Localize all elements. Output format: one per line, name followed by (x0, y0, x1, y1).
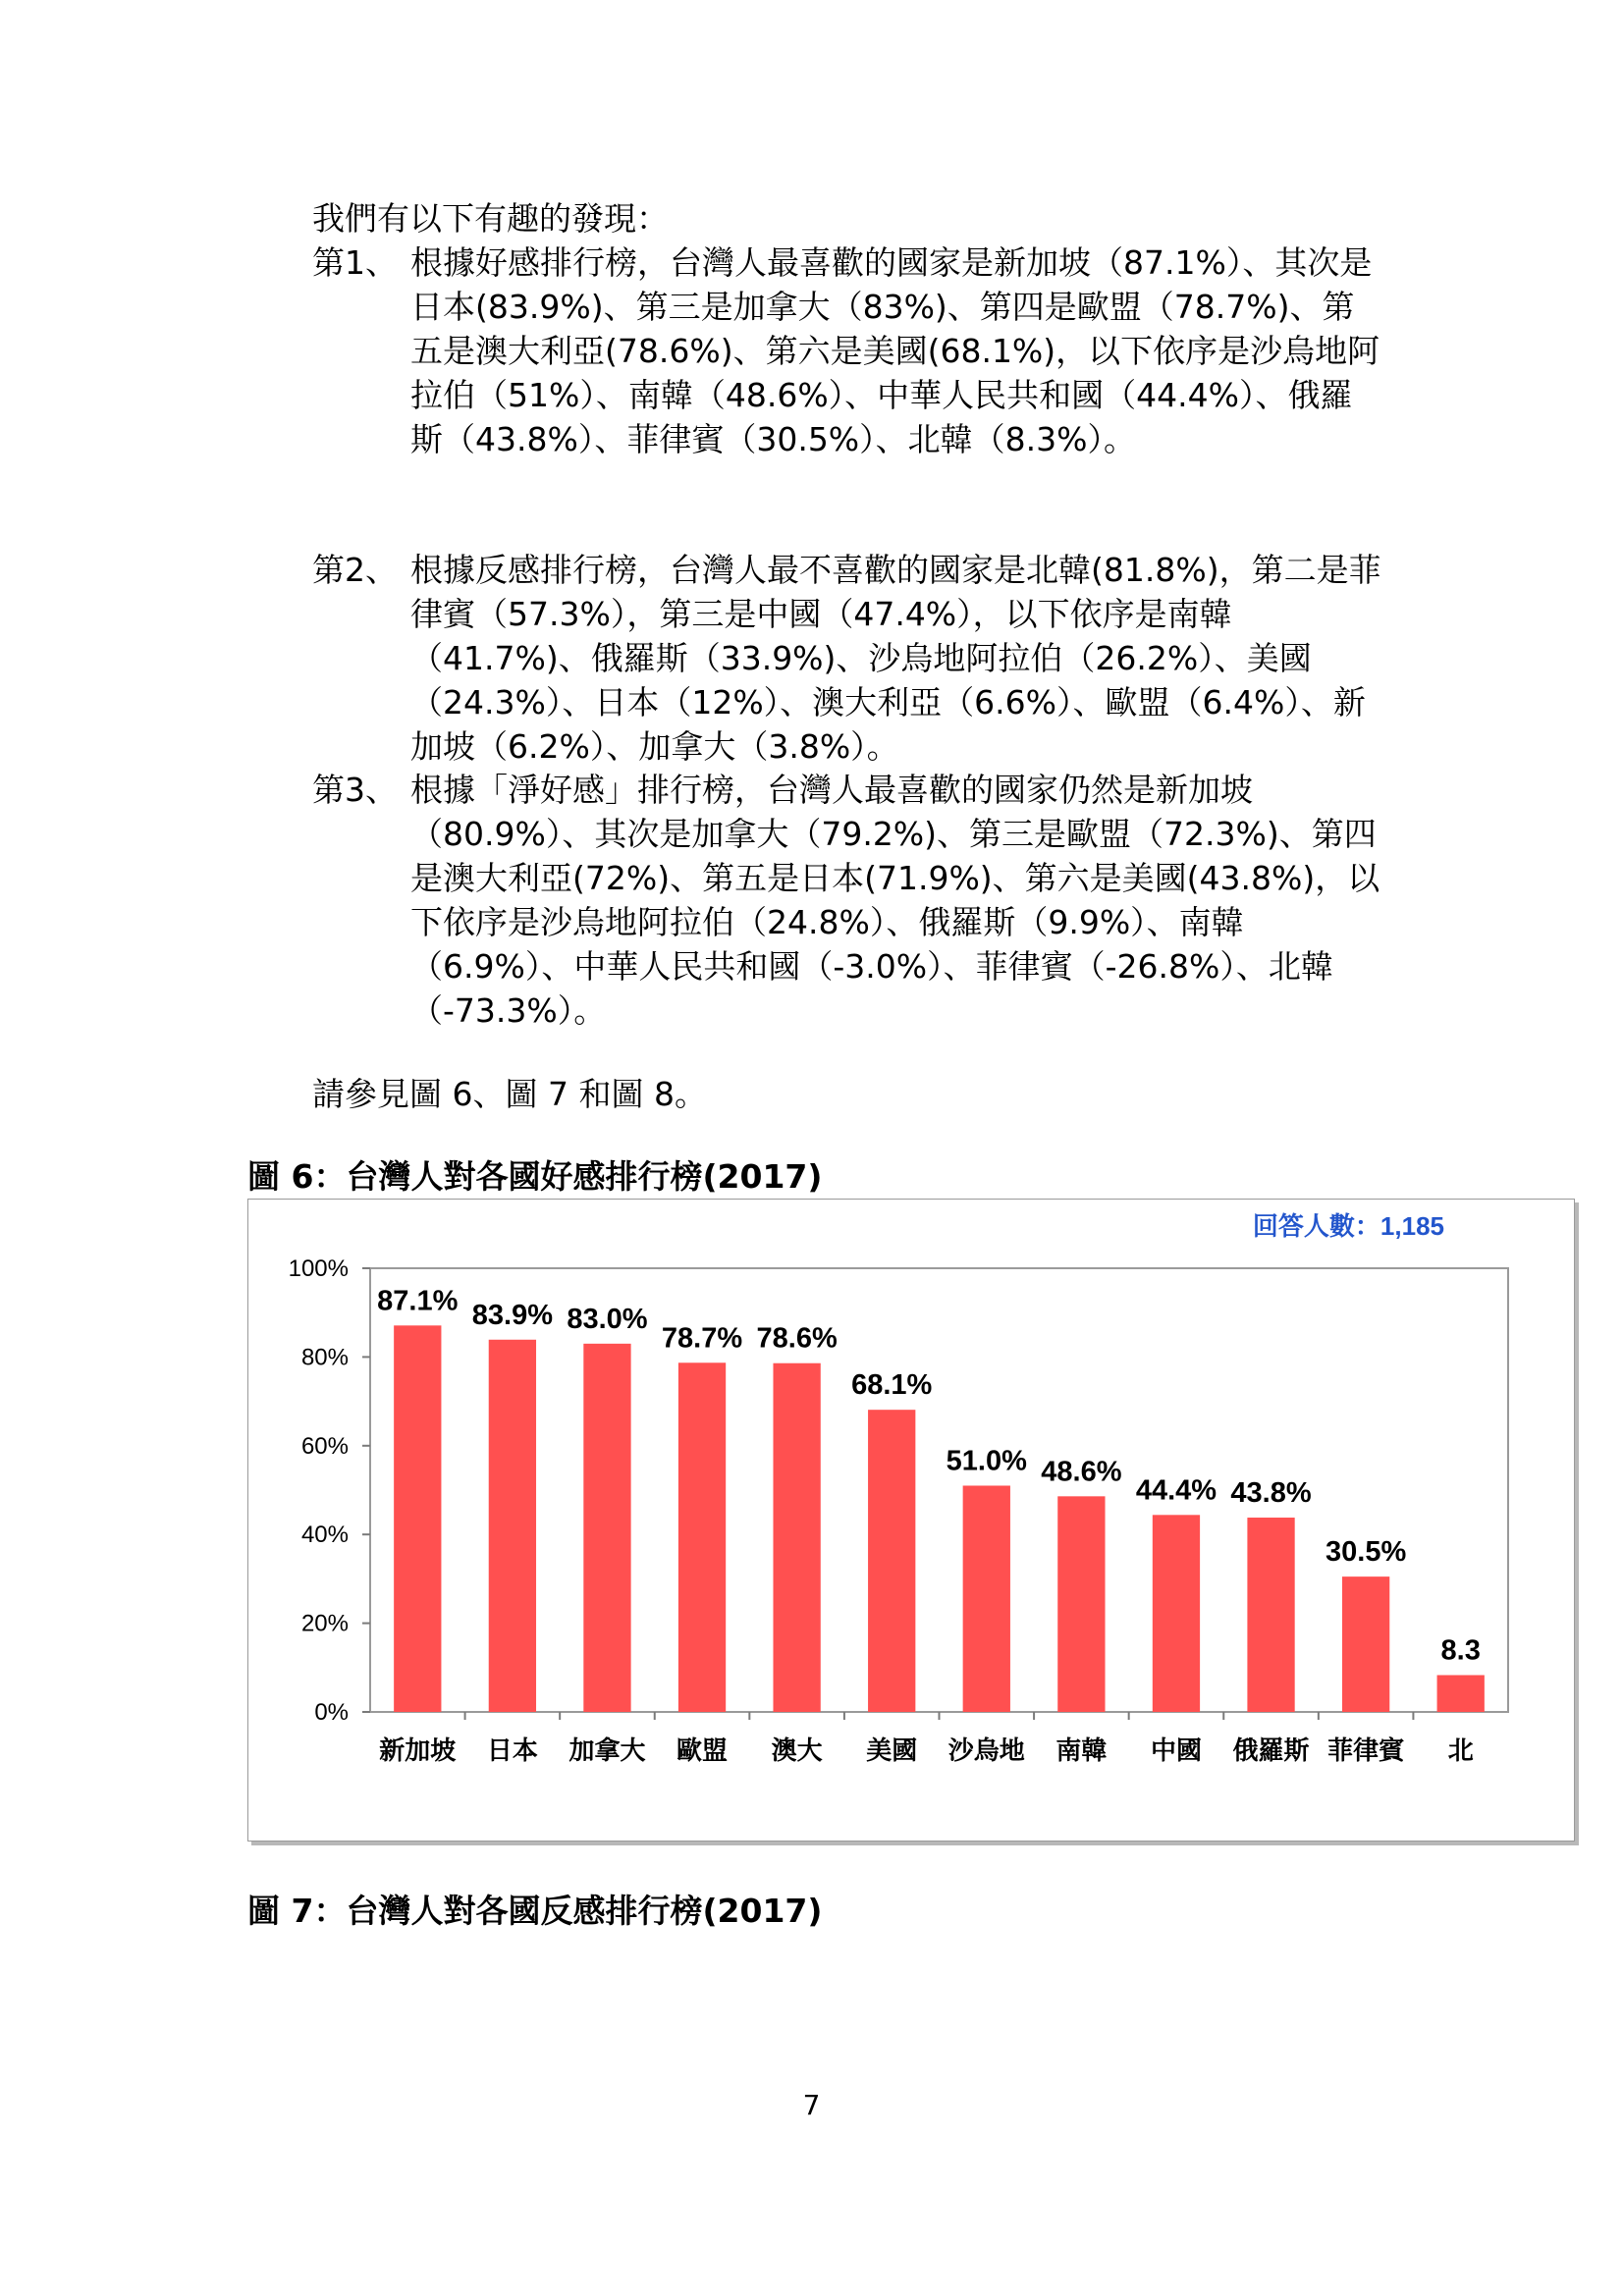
y-tick-label: 60% (300, 1432, 349, 1460)
y-axis (289, 1255, 370, 1726)
finding-text: 根據反感排行榜，台灣人最不喜歡的國家是北韓(81.8%)，第二是菲律賓（57.3%），第三是中國（47.4%），以下依序是南韓（41.7%)、俄羅斯（33.9%)、沙烏地阿拉伯（26.2%）、美國（24.3%）、日本（12%）、澳大利亞（6.6%）、歐盟（6.4%）、新加坡（6.2%）、加拿大（3.8%）。 (410, 551, 1381, 766)
bar-value-label: 78.6% (756, 1322, 838, 1355)
bar (1057, 1496, 1105, 1712)
bar (489, 1340, 536, 1712)
respondents-count: 回答人數：1,185 (1252, 1211, 1444, 1241)
x-category-label: 新加坡 (379, 1736, 457, 1766)
x-category-label: 北 (1447, 1736, 1474, 1766)
bar-value-label: 87.1% (377, 1285, 459, 1317)
x-category-label: 俄羅斯 (1232, 1736, 1310, 1766)
y-tick-label: 40% (300, 1522, 349, 1549)
bar (678, 1362, 726, 1712)
plot-area (370, 1268, 1508, 1712)
bar-value-label: 44.4% (1135, 1474, 1217, 1507)
bar (868, 1410, 915, 1712)
finding-number: 第3、 (312, 771, 398, 809)
x-category-label: 加拿大 (568, 1736, 646, 1766)
figure-7-caption: 圖 7：台灣人對各國反感排行榜(2017) (247, 1892, 823, 1930)
x-axis (379, 1712, 1473, 1766)
x-category-label: 澳大 (771, 1736, 823, 1766)
bar (1247, 1518, 1294, 1712)
bar (583, 1344, 630, 1712)
x-category-label: 日本 (486, 1736, 538, 1766)
x-category-label: 南韓 (1055, 1736, 1108, 1766)
bar (394, 1325, 441, 1712)
x-category-label: 菲律賓 (1327, 1736, 1405, 1766)
bar (773, 1363, 820, 1712)
finding-number: 第2、 (312, 551, 398, 589)
x-category-label: 沙烏地 (947, 1736, 1025, 1766)
bar-value-label: 43.8% (1230, 1477, 1312, 1510)
bar-value-label: 30.5% (1325, 1536, 1407, 1569)
bar (1342, 1576, 1389, 1712)
figure-6-caption: 圖 6：台灣人對各國好感排行榜(2017) (247, 1157, 823, 1196)
finding-3 (312, 768, 1382, 1033)
bar-chart (248, 1200, 1574, 1841)
bar-value-label: 8.3 (1440, 1634, 1481, 1667)
finding-text: 根據「淨好感」排行榜，台灣人最喜歡的國家仍然是新加坡（80.9%）、其次是加拿大（79.2%)、第三是歐盟（72.3%)、第四是澳大利亞(72%)、第五是日本(71.9%)、第六是美國(43.8%)，以下依序是沙烏地阿拉伯（24.8%）、俄羅斯（9.9%）、南韓（6.9%）、中華人民共和國（-3.0%）、菲律賓（-26.8%）、北韓（-73.3%）。 (410, 771, 1380, 1030)
bar-value-label: 78.7% (661, 1322, 743, 1355)
bar (963, 1485, 1010, 1712)
bar-value-label: 68.1% (851, 1369, 933, 1402)
y-tick-label: 80% (300, 1344, 349, 1371)
bar-value-label: 51.0% (946, 1445, 1027, 1477)
bar (1153, 1515, 1200, 1712)
page-number: 7 (802, 2089, 821, 2121)
figure-references: 請參見圖 6、圖 7 和圖 8。 (312, 1075, 707, 1113)
y-tick-label: 0% (314, 1699, 349, 1726)
bar-value-label: 83.0% (567, 1303, 648, 1335)
bar-value-label: 83.9% (471, 1299, 553, 1331)
finding-text: 根據好感排行榜，台灣人最喜歡的國家是新加坡（87.1%）、其次是日本(83.9%)、第三是加拿大（83%)、第四是歐盟（78.7%)、第五是澳大利亞(78.6%)、第六是美國(68.1%)，以下依序是沙烏地阿拉伯（51%）、南韓（48.6%）、中華人民共和國（44.4%）、俄羅斯（43.8%）、菲律賓（30.5%）、北韓（8.3%）。 (410, 243, 1380, 458)
figure-6-chart (247, 1199, 1575, 1842)
bar (1437, 1675, 1485, 1712)
intro-text: 我們有以下有趣的發現： (312, 199, 669, 238)
x-category-label: 歐盟 (676, 1736, 729, 1766)
finding-number: 第1、 (312, 243, 398, 282)
y-tick-label: 100% (288, 1255, 349, 1282)
bar-value-label: 48.6% (1041, 1456, 1122, 1488)
x-category-label: 中國 (1150, 1736, 1202, 1766)
finding-1 (312, 240, 1382, 461)
finding-2 (312, 548, 1382, 769)
x-category-label: 美國 (866, 1736, 918, 1766)
y-tick-label: 20% (300, 1610, 349, 1637)
